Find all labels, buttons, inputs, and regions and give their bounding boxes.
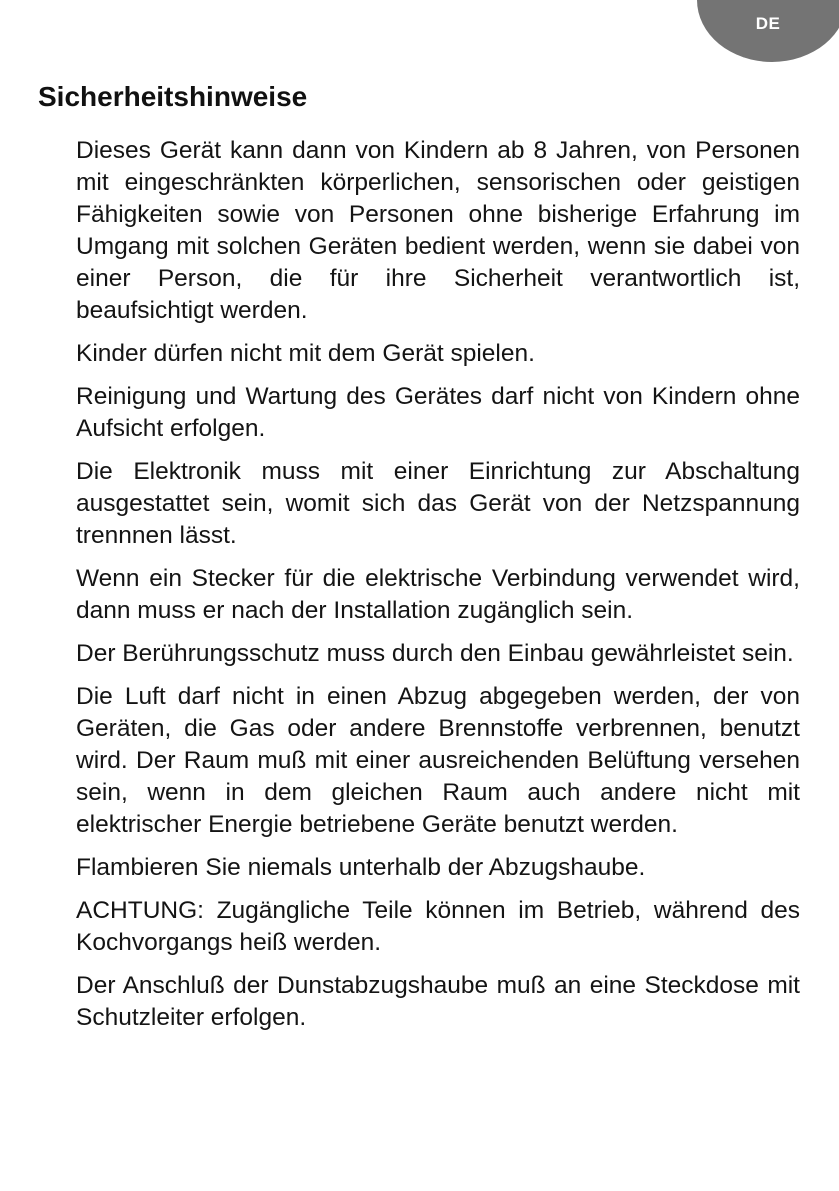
paragraph-children-play: Kinder dürfen nicht mit dem Gerät spielen.	[76, 340, 535, 367]
page-title: Sicherheitshinweise	[38, 81, 308, 112]
paragraph-flambe: Flambieren Sie niemals unterhalb der Abzugshaube.	[76, 854, 646, 881]
paragraph-grounding: Der Anschluß der Dunstabzugshaube muß an eine Steckdose mit Schutzleiter erfolgen.	[76, 972, 800, 1031]
language-badge: DE	[755, 14, 781, 33]
paragraph-electronics: Die Elektronik muss mit einer Einrichtung zur Abschaltung ausgestattet sein, womit sich das Gerät von der Netzspannung trennnen lässt.	[76, 458, 800, 549]
paragraph-contact-protection: Der Berührungsschutz muss durch den Einbau gewährleistet sein.	[76, 640, 794, 667]
paragraph-warning-hot: ACHTUNG: Zugängliche Teile können im Betrieb, während des Kochvorgangs heiß werden.	[76, 897, 800, 956]
paragraph-air-ventilation: Die Luft darf nicht in einen Abzug abgegeben werden, der von Geräten, die Gas oder andere Brennstoffe verbrennen, benutzt wird. Der Raum muß mit einer ausreichenden Belüftung versehen sein, wenn in dem gleichen Raum auch andere nicht mit elektrischer Energie betriebene Geräte benutzt werden.	[76, 683, 800, 838]
paragraph-plug: Wenn ein Stecker für die elektrische Verbindung verwendet wird, dann muss er nach der Installation zugänglich sein.	[76, 565, 800, 624]
safety-notes	[76, 135, 800, 1045]
paragraph-cleaning: Reinigung und Wartung des Gerätes darf nicht von Kindern ohne Aufsicht erfolgen.	[76, 383, 800, 442]
paragraph-children-supervision: Dieses Gerät kann dann von Kindern ab 8 Jahren, von Personen mit eingeschränkten körperlichen, sensorischen oder geistigen Fähigkeiten sowie von Personen ohne bisherige Erfahrung im Umgang mit solchen Geräten bedient werden, wenn sie dabei von einer Person, die für ihre Sicherheit verantwortlich ist, beaufsichtigt werden.	[76, 137, 800, 324]
